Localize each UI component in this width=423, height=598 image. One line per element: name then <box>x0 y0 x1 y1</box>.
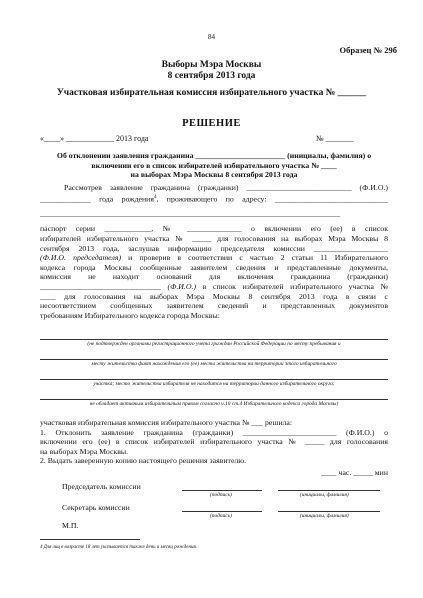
chair-name-hint: (Ф.И.О. председателя) <box>40 253 122 263</box>
reason-blank-line <box>40 359 388 360</box>
resolution-line: на выборах Мэра Москвы. <box>40 446 129 456</box>
body-line: сентября 2013 года, заслушав информацию председателя комиссии ___________________ <box>40 243 388 253</box>
resolution-line: участковая избирательная комиссия избирательного участка № ___ решила: <box>40 418 293 427</box>
sample-label: Образец № 29б <box>339 45 397 55</box>
resolution-line: 1. Отклонить заявление гражданина (гражданки) ________________________ (Ф.И.О.) о <box>40 427 388 437</box>
subject-line: Об отклонении заявления гражданина _______________________ (инициалы, фамилия) о <box>56 151 372 160</box>
body-line: ____ для голосования на выборах Мэра Москвы 8 сентября 2013 года в связи с <box>40 291 388 301</box>
name-hint: (Ф.И.О.) <box>167 281 197 291</box>
reason-hint: участка; место жительства избирателя не находится на территории данного избирательного округа; <box>93 381 335 387</box>
body-text: в список избирателей избирательного участка № <box>196 281 388 291</box>
body-line: несоответствием сообщенных заявителем сведений и представленных документов <box>40 301 388 311</box>
reason-blank-line <box>40 379 388 380</box>
chair-name-line <box>278 490 380 491</box>
address-blank-line: _____________________________________________________________________________ <box>40 208 341 218</box>
reason-hint: (не подтвержден органами регистрационного учета граждан Российской Федерации по месту пребывания и <box>87 341 341 347</box>
resolution-block <box>40 418 388 478</box>
chair-label: Председатель комиссии <box>62 482 141 491</box>
decision-date: «____» ____________ 2013 года <box>40 134 149 143</box>
footnote-separator <box>40 539 140 540</box>
birth-year-field: _____________ года рождения <box>40 194 154 204</box>
election-title: Выборы Мэра Москвы <box>161 60 262 70</box>
address-field: , проживающего по адресу: _____________________________ <box>156 194 388 204</box>
decision-subject <box>40 151 388 180</box>
resolution-line: 2. Выдать заверенную копию настоящего решения заявителю. <box>40 456 247 466</box>
chair-signature-line <box>182 490 262 491</box>
footnote-marker: 4 <box>153 194 157 200</box>
decision-body <box>40 183 388 320</box>
secretary-name-line <box>278 511 380 512</box>
reason-hint: месту жительства факт нахождения его (ее) места жительства на территории этого избирательного <box>91 361 337 367</box>
decision-heading: РЕШЕНИЕ <box>182 118 241 129</box>
footnote: 4 Для лиц в возрасте 18 лет указывается также день и месяц рождения. <box>40 545 198 550</box>
body-line: комиссия не находит оснований для включения гражданина (гражданки) <box>40 272 388 282</box>
name-field: _______________________________ <box>40 281 168 291</box>
decision-time: ____ час. _____ мин <box>320 467 388 477</box>
decision-number: № _______ <box>316 134 354 143</box>
body-line <box>40 193 388 204</box>
subject-line: включении его в список избирателей избирательного участка № ____ <box>91 160 337 170</box>
body-line <box>40 253 388 263</box>
body-line: паспорт серии ____________, № ______________ о включении его (ее) в список <box>40 224 388 234</box>
election-date: 8 сентября 2013 года <box>167 71 256 81</box>
body-line <box>40 282 388 292</box>
secretary-name-hint: (инициалы, фамилия) <box>300 513 349 519</box>
body-line: Рассмотрев заявление гражданина (гражданки) ___________________________ (Ф.И.О.) <box>64 183 388 192</box>
seal-label: М.П. <box>62 521 79 530</box>
secretary-signature-line <box>182 511 262 512</box>
secretary-label: Секретарь комиссии <box>62 503 130 512</box>
secretary-signature-hint: (подпись) <box>210 513 232 519</box>
page-number: 84 <box>208 33 215 41</box>
body-line: избирателей избирательного участка № _____ для голосования на выборах Мэра Москвы 8 <box>40 233 388 243</box>
chair-signature-hint: (подпись) <box>210 492 232 498</box>
reason-blank-line <box>40 339 388 340</box>
commission-title: Участковая избирательная комиссия избирательного участка № ______ <box>56 88 367 98</box>
resolution-line: включении его (ее) в список избирателей избирательного участка № _____ для голосования <box>40 437 388 447</box>
body-text: и проверив в соответствии с частью 2 статьи 11 Избирательного <box>121 253 388 263</box>
reason-hint: не обладает активным избирательным правом согласно ч.10 ст.4 Избирательного кодекса города Москвы) <box>89 401 339 407</box>
body-line: требованиям Избирательного кодекса города Москвы: <box>40 310 220 320</box>
reason-blank-line <box>40 399 388 400</box>
chair-name-hint: (инициалы, фамилия) <box>300 492 349 498</box>
body-line: кодекса города Москвы сообщенные заявителем сведения и представленные документы, <box>40 262 388 272</box>
subject-line: на выборах Мэра Москвы 8 сентября 2013 года <box>130 170 298 180</box>
